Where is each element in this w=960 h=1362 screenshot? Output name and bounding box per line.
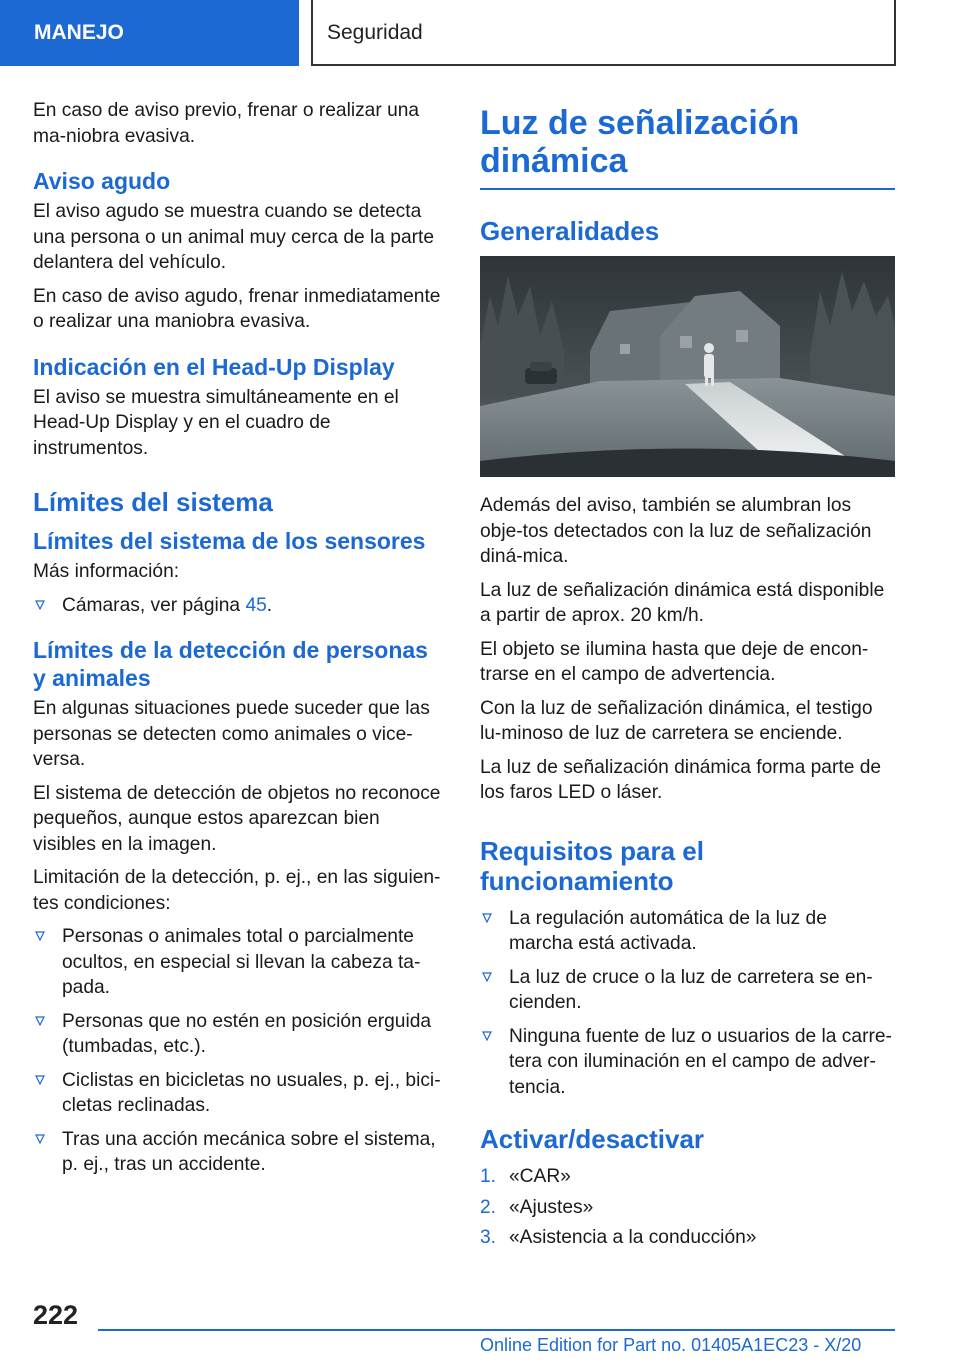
triangle-bullet-icon — [35, 1134, 45, 1144]
steps-list — [480, 1164, 895, 1251]
sensor-list — [33, 593, 445, 619]
step-number: 1. — [480, 1166, 497, 1187]
heading-hud: Indicación en el Head-Up Display — [33, 353, 395, 380]
heading-activar: Activar/desactivar — [480, 1124, 705, 1154]
paragraph: La luz de señalización dinámica está disponible a partir de aprox. 20 km/h. — [480, 579, 885, 626]
list-item — [33, 1068, 445, 1119]
list-item — [33, 924, 445, 1001]
heading-generalidades: Generalidades — [480, 216, 660, 246]
triangle-bullet-icon — [35, 1016, 45, 1026]
paragraph: Más información: — [33, 561, 180, 582]
list-item — [480, 906, 895, 957]
page-link[interactable]: 45 — [245, 594, 267, 616]
triangle-bullet-icon — [35, 1075, 45, 1085]
triangle-bullet-icon — [35, 600, 45, 610]
list-item-text: Personas o animales total o parcialmente ocultos, en especial si llevan la cabeza ta-pada. — [62, 926, 421, 998]
triangle-bullet-icon — [482, 1031, 492, 1041]
list-item-end: . — [266, 594, 273, 616]
edition-footer: Online Edition for Part no. 01405A1EC23 - X/20 — [480, 1335, 862, 1355]
intro-paragraph: En caso de aviso previo, frenar o realizar una ma-niobra evasiva. — [33, 100, 420, 147]
heading-limites: Límites del sistema — [33, 487, 273, 517]
paragraph: Limitación de la detección, p. ej., en las siguien-tes condiciones: — [33, 867, 441, 914]
step-text: «CAR» — [509, 1166, 571, 1187]
page-number: 222 — [33, 1300, 79, 1330]
requirements-list — [480, 906, 895, 1101]
step-item — [480, 1195, 895, 1221]
topic-tab: Seguridad — [311, 0, 896, 66]
list-item-text: Personas que no estén en posición erguida (tumbadas, etc.). — [62, 1010, 432, 1057]
paragraph: El objeto se ilumina hasta que deje de encon-trarse en el campo de advertencia. — [480, 638, 869, 685]
list-item — [33, 593, 445, 619]
step-number: 2. — [480, 1196, 497, 1218]
title-divider — [480, 188, 895, 190]
footer-divider — [98, 1329, 895, 1331]
detection-limits-list — [33, 924, 445, 1178]
paragraph: El aviso se muestra simultáneamente en el Head-Up Display y en el cuadro de instrumentos. — [33, 386, 399, 459]
paragraph: El sistema de detección de objetos no reconoce pequeños, aunque estos aparezcan bien visibles en la imagen. — [33, 782, 441, 855]
paragraph: La luz de señalización dinámica forma parte de los faros LED o láser. — [480, 756, 882, 803]
list-item — [480, 965, 895, 1016]
triangle-bullet-icon — [482, 972, 492, 982]
night-road-illustration — [480, 256, 895, 477]
paragraph: En caso de aviso agudo, frenar inmediatamente o realizar una maniobra evasiva. — [33, 285, 441, 332]
heading-deteccion: Límites de la detección de personas y animales — [33, 637, 428, 691]
step-text: «Asistencia a la conducción» — [509, 1227, 757, 1248]
heading-requisitos: Requisitos para el funcionamiento — [480, 835, 704, 896]
paragraph: En algunas situaciones puede suceder que las personas se detecten como animales o vice-versa. — [33, 698, 430, 770]
page-header — [0, 0, 960, 66]
step-text: «Ajustes» — [509, 1196, 594, 1218]
section-tab: MANEJO — [0, 0, 299, 66]
page-title: Luz de señalización dinámica — [480, 104, 800, 180]
heading-aviso-agudo: Aviso agudo — [33, 168, 171, 194]
list-item — [33, 1127, 445, 1178]
paragraph: Además del aviso, también se alumbran los obje-tos detectados con la luz de señalización diná-mica. — [480, 495, 872, 567]
paragraph: Con la luz de señalización dinámica, el testigo lu-minoso de luz de carretera se enciende. — [480, 697, 873, 744]
list-item — [480, 1024, 895, 1101]
step-item — [480, 1225, 895, 1251]
paragraph: El aviso agudo se muestra cuando se detecta una persona o un animal muy cerca de la parte delantera del vehículo. — [33, 201, 435, 273]
list-item-text: Ciclistas en bicicletas no usuales, p. ej., bici-cletas reclinadas. — [62, 1069, 441, 1116]
list-item-text: La regulación automática de la luz de marcha está activada. — [509, 907, 827, 954]
list-item — [33, 1009, 445, 1060]
step-number: 3. — [480, 1227, 497, 1248]
list-item-text: Tras una acción mecánica sobre el sistema, p. ej., tras un accidente. — [62, 1128, 436, 1175]
step-item — [480, 1164, 895, 1190]
list-item-text: La luz de cruce o la luz de carretera se en-cienden. — [509, 966, 873, 1013]
triangle-bullet-icon — [35, 931, 45, 941]
list-item-text: Cámaras, ver página — [62, 594, 246, 616]
left-column — [33, 98, 445, 1186]
triangle-bullet-icon — [482, 913, 492, 923]
right-column — [480, 98, 895, 1259]
list-item-text: Ninguna fuente de luz o usuarios de la carre-tera con iluminación en el campo de adver-tencia. — [509, 1025, 892, 1098]
heading-sensores: Límites del sistema de los sensores — [33, 528, 426, 554]
